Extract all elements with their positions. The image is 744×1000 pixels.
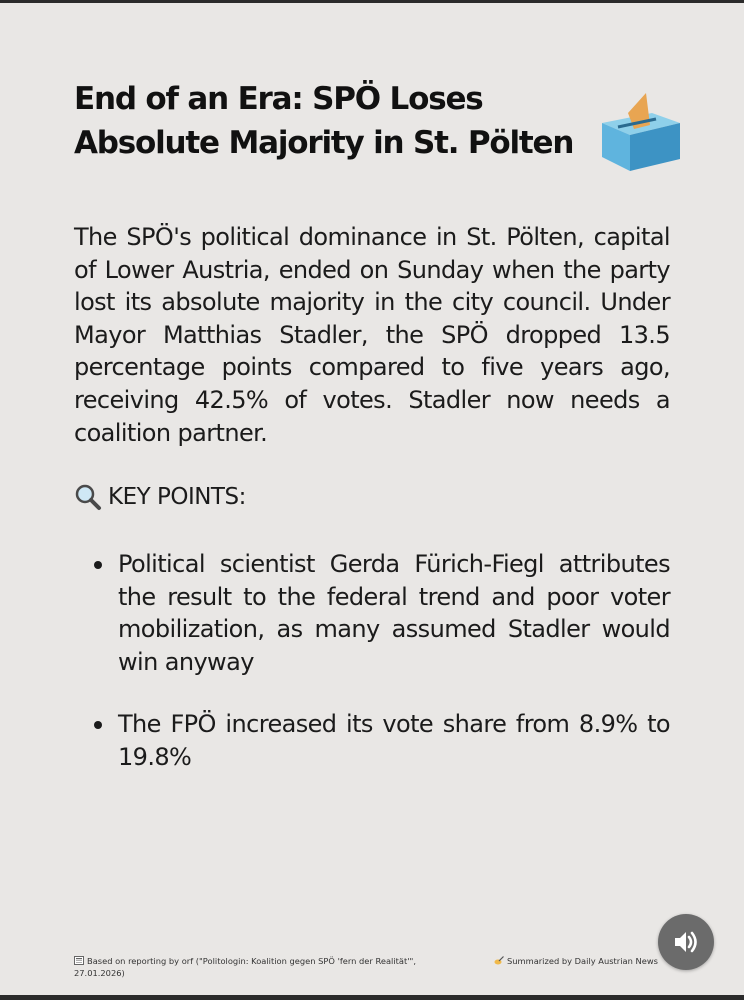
magnifying-glass-icon <box>74 483 102 511</box>
credit-text: Summarized by Daily Austrian News <box>507 956 658 966</box>
ballot-box-icon <box>598 89 684 175</box>
key-points-heading <box>74 481 246 513</box>
source-note <box>74 955 454 979</box>
key-point-text: Political scientist Gerda Fürich-Fiegl attributes the result to the federal trend and poor voter mobilization, as many assumed Stadler would win anyway <box>118 550 670 676</box>
list-item <box>92 708 670 773</box>
bullet-icon <box>94 561 102 569</box>
article-title: End of an Era: SPÖ Loses Absolute Majority in St. Pölten <box>74 81 574 161</box>
key-points-label: KEY POINTS: <box>108 484 246 510</box>
key-points-list <box>92 548 670 804</box>
key-point-text: The FPÖ increased its vote share from 8.9% to 19.8% <box>118 710 670 771</box>
article-body: The SPÖ's political dominance in St. Pölten, capital of Lower Austria, ended on Sunday when the party lost its absolute majority in the city council. Under Mayor Matthias Stadler, the SPÖ dropped 13.5 percentage points compared to five years ago, receiving 42.5% of votes. Stadler now needs a coalition partner. <box>74 223 670 447</box>
speaker-icon <box>671 927 701 957</box>
writing-hand-icon <box>494 956 504 965</box>
source-text: Based on reporting by orf ("Politologin: Koalition gegen SPÖ 'fern der Realität'", 27.01.2026) <box>74 956 416 978</box>
bullet-icon <box>94 721 102 729</box>
newspaper-icon <box>74 956 84 965</box>
credit-note <box>494 955 658 967</box>
list-item <box>92 548 670 678</box>
audio-play-button[interactable] <box>658 914 714 970</box>
